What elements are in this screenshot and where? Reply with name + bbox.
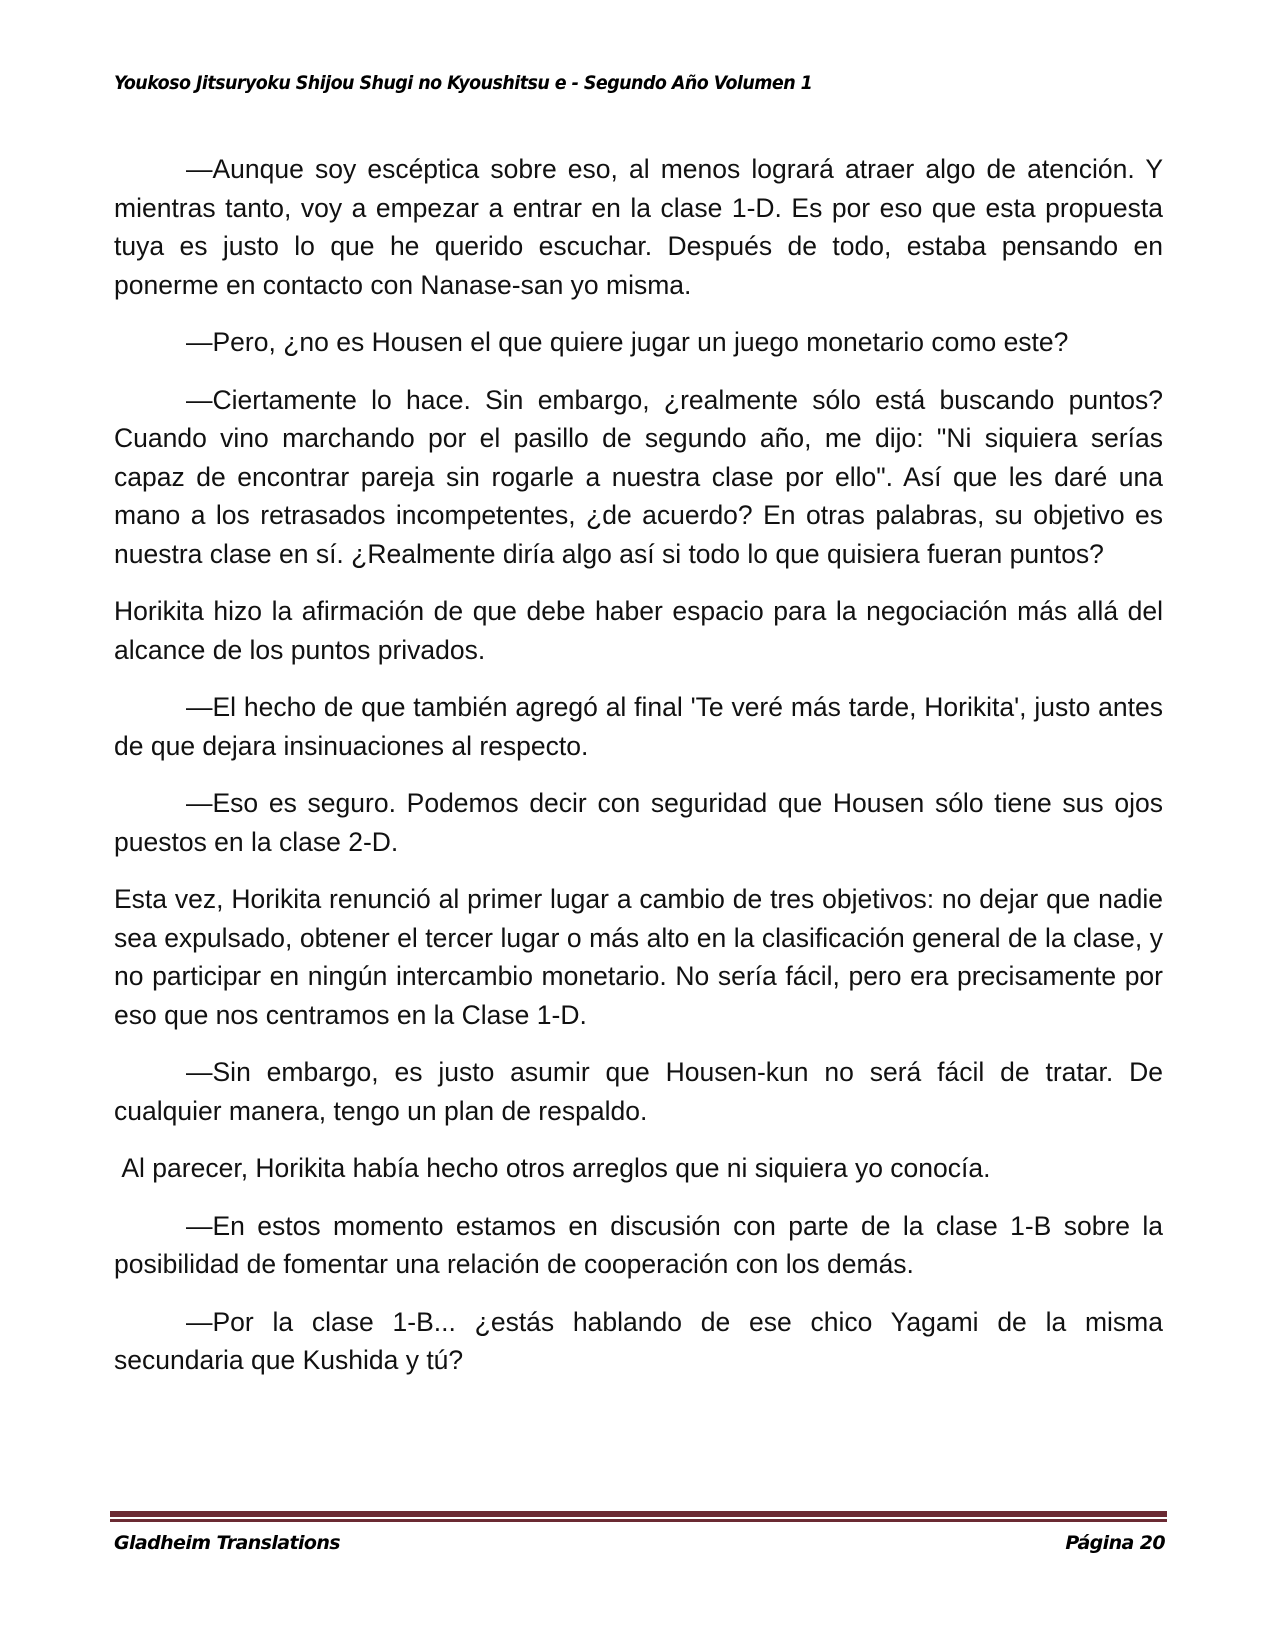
paragraph: —Aunque soy escéptica sobre eso, al menos logrará atraer algo de atención. Y mientras tanto, voy a empezar a entrar en la clase 1-D. Es por eso que esta propuesta tuya es justo lo que he querido escuchar. Después de todo, estaba pensando en ponerme en contacto con Nanase-san yo misma. bbox=[114, 154, 1163, 300]
paragraph: Al parecer, Horikita había hecho otros arreglos que ni siquiera yo conocía. bbox=[114, 1153, 991, 1183]
page-number: Página 20 bbox=[1065, 1532, 1165, 1554]
paragraph: —Eso es seguro. Podemos decir con seguridad que Housen sólo tiene sus ojos puestos en la clase 2-D. bbox=[114, 788, 1163, 857]
paragraph: —Sin embargo, es justo asumir que Housen-kun no será fácil de tratar. De cualquier manera, tengo un plan de respaldo. bbox=[114, 1057, 1163, 1126]
paragraph: —En estos momento estamos en discusión con parte de la clase 1-B sobre la posibilidad de fomentar una relación de cooperación con los demás. bbox=[114, 1210, 1163, 1279]
running-header: Youkoso Jitsuryoku Shijou Shugi no Kyoushitsu e - Segundo Año Volumen 1 bbox=[114, 72, 813, 94]
footer-credit: Gladheim Translations bbox=[114, 1532, 340, 1554]
page-body bbox=[114, 150, 1163, 1399]
paragraph: —Por la clase 1-B... ¿estás hablando de ese chico Yagami de la misma secundaria que Kushida y tú? bbox=[114, 1306, 1163, 1375]
paragraph: —Pero, ¿no es Housen el que quiere jugar un juego monetario como este? bbox=[186, 327, 1069, 357]
paragraph: —Ciertamente lo hace. Sin embargo, ¿realmente sólo está buscando puntos? Cuando vino marchando por el pasillo de segundo año, me dijo: "Ni siquiera serías capaz de encontrar pareja sin rogarle a nuestra clase por ello". Así que les daré una mano a los retrasados incompetentes, ¿de acuerdo? En otras palabras, su objetivo es nuestra clase en sí. ¿Realmente diría algo así si todo lo que quisiera fueran puntos? bbox=[114, 384, 1163, 569]
paragraph: —El hecho de que también agregó al final 'Te veré más tarde, Horikita', justo antes de que dejara insinuaciones al respecto. bbox=[114, 692, 1163, 761]
paragraph: Esta vez, Horikita renunció al primer lugar a cambio de tres objetivos: no dejar que nadie sea expulsado, obtener el tercer lugar o más alto en la clasificación general de la clase, y no participar en ningún intercambio monetario. No sería fácil, pero era precisamente por eso que nos centramos en la Clase 1-D. bbox=[114, 884, 1163, 1030]
paragraph: Horikita hizo la afirmación de que debe haber espacio para la negociación más allá del alcance de los puntos privados. bbox=[114, 596, 1163, 665]
footer-divider bbox=[110, 1511, 1167, 1519]
